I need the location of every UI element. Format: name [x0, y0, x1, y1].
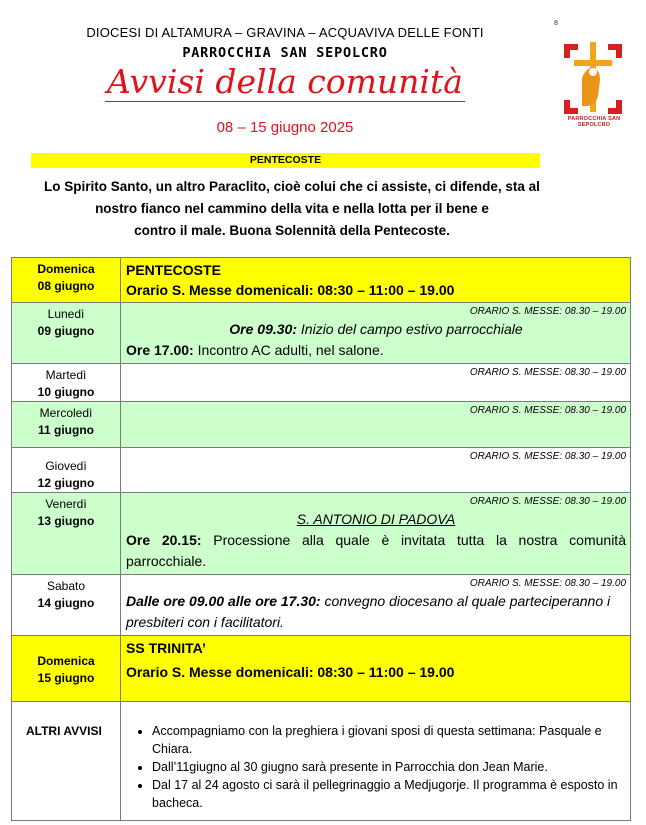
intro-line-3: contro il male. Buona Solennità della Pentecoste. [134, 223, 450, 238]
sunday-masses: Orario S. Messe domenicali: 08:30 – 11:00 – 19.00 [126, 282, 455, 298]
row-monday-09 [12, 303, 631, 364]
event-cell [121, 402, 631, 448]
event-text: convegno diocesano al quale parteciperanno i presbiteri con i facilitatori. [126, 593, 611, 630]
day-date: 15 giugno [37, 671, 95, 685]
mass-times-note: ORARIO S. MESSE: 08.30 – 19.00 [469, 367, 626, 378]
event-cell [121, 364, 631, 402]
day-name: Giovedì [45, 459, 87, 473]
event-line [126, 530, 626, 572]
day-date: 11 giugno [37, 423, 94, 437]
day-date: 09 giugno [37, 324, 95, 338]
date-range: 08 – 15 giugno 2025 [216, 119, 354, 136]
day-date: 08 giugno [37, 279, 95, 293]
event-line [126, 591, 626, 633]
day-name: Domenica [37, 654, 95, 668]
day-name: Lunedì [47, 307, 85, 321]
day-cell [12, 303, 121, 364]
event-time: Ore 20.15: [126, 532, 202, 548]
day-cell [12, 493, 121, 575]
list-item: • Dal 17 al 24 agosto ci sarà il pellegrinaggio a Medjugorje. Il programma è esposto in bacheca. [152, 776, 626, 812]
altri-avvisi-label: ALTRI AVVISI [12, 702, 121, 821]
mass-times-note: ORARIO S. MESSE: 08.30 – 19.00 [469, 578, 626, 589]
row-wednesday-11 [12, 402, 631, 448]
row-altri-avvisi [12, 702, 631, 821]
sunday-masses: Orario S. Messe domenicali: 08:30 – 11:00 – 19.00 [126, 664, 455, 680]
row-thursday-12 [12, 448, 631, 493]
row-sunday-08 [12, 258, 631, 303]
mass-times-note: ORARIO S. MESSE: 08.30 – 19.00 [469, 496, 626, 507]
event-text: Incontro AC adulti, nel salone. [193, 342, 384, 358]
event-cell [121, 258, 631, 303]
day-cell [12, 364, 121, 402]
event-cell [121, 448, 631, 493]
intro-text [25, 176, 559, 242]
mass-times-note: ORARIO S. MESSE: 08.30 – 19.00 [469, 451, 626, 462]
event-time: Ore 17.00: [126, 342, 194, 358]
list-item: • Dall’11giugno al 30 giugno sarà presente in Parrocchia don Jean Marie. [152, 758, 626, 776]
day-name: Sabato [46, 579, 86, 593]
day-date: 12 giugno [37, 476, 95, 490]
day-cell [12, 448, 121, 493]
day-date: 10 giugno [37, 385, 95, 399]
altri-avvisi-cell [121, 702, 631, 821]
event-cell [121, 575, 631, 636]
notice-list [126, 722, 626, 812]
logo-caption: PARROCCHIA SAN SEPOLCRO [567, 116, 621, 128]
day-name: Martedì [45, 368, 87, 382]
schedule-table [11, 257, 631, 821]
row-saturday-14 [12, 575, 631, 636]
intro-line-2: nostro fianco nel cammino della vita e nella lotta per il bene e [95, 201, 489, 216]
event-time: Dalle ore 09.00 alle ore 17.30: [126, 593, 321, 609]
row-friday-13 [12, 493, 631, 575]
day-cell [12, 575, 121, 636]
page-title [0, 62, 570, 102]
feast-title: SS TRINITA’ [126, 640, 206, 656]
event-text: Inizio del campo estivo parrocchiale [297, 321, 523, 337]
saint-feast: S. ANTONIO DI PADOVA [296, 511, 456, 527]
day-date: 13 giugno [37, 514, 95, 528]
list-item: • Accompagniamo con la preghiera i giovani sposi di questa settimana: Pasquale e Chiara. [152, 722, 626, 758]
page-title-text: Avvisi della comunità [107, 62, 463, 101]
event-text: Processione alla quale è invitata tutta la nostra comunità parrocchiale. [126, 532, 626, 569]
row-tuesday-10 [12, 364, 631, 402]
mass-times-note: ORARIO S. MESSE: 08.30 – 19.00 [469, 405, 626, 416]
event-line [126, 319, 626, 340]
event-cell [121, 493, 631, 575]
day-cell [12, 402, 121, 448]
day-name: Venerdì [45, 497, 87, 511]
intro-line-1: Lo Spirito Santo, un altro Paraclito, cioè colui che ci assiste, ci difende, sta al [44, 179, 540, 194]
feast-title: PENTECOSTE [126, 262, 221, 278]
day-cell [12, 636, 121, 702]
event-time: Ore 09.30: [229, 321, 298, 337]
parish-logo [560, 38, 626, 124]
day-name: Mercoledì [39, 406, 93, 420]
pentecost-banner: PENTECOSTE [31, 153, 540, 168]
event-cell [121, 636, 631, 702]
mass-times-note: ORARIO S. MESSE: 08.30 – 19.00 [469, 306, 626, 317]
day-cell [12, 258, 121, 303]
event-cell [121, 303, 631, 364]
day-date: 14 giugno [37, 596, 95, 610]
row-sunday-15 [12, 636, 631, 702]
parish-heading: PARROCCHIA SAN SEPOLCRO [182, 45, 388, 61]
event-line [126, 340, 626, 361]
diocese-heading: DIOCESI DI ALTAMURA – GRAVINA – ACQUAVIVA DELLE FONTI [86, 25, 484, 40]
day-name: Domenica [37, 262, 95, 276]
page-number: 8 [554, 20, 558, 27]
